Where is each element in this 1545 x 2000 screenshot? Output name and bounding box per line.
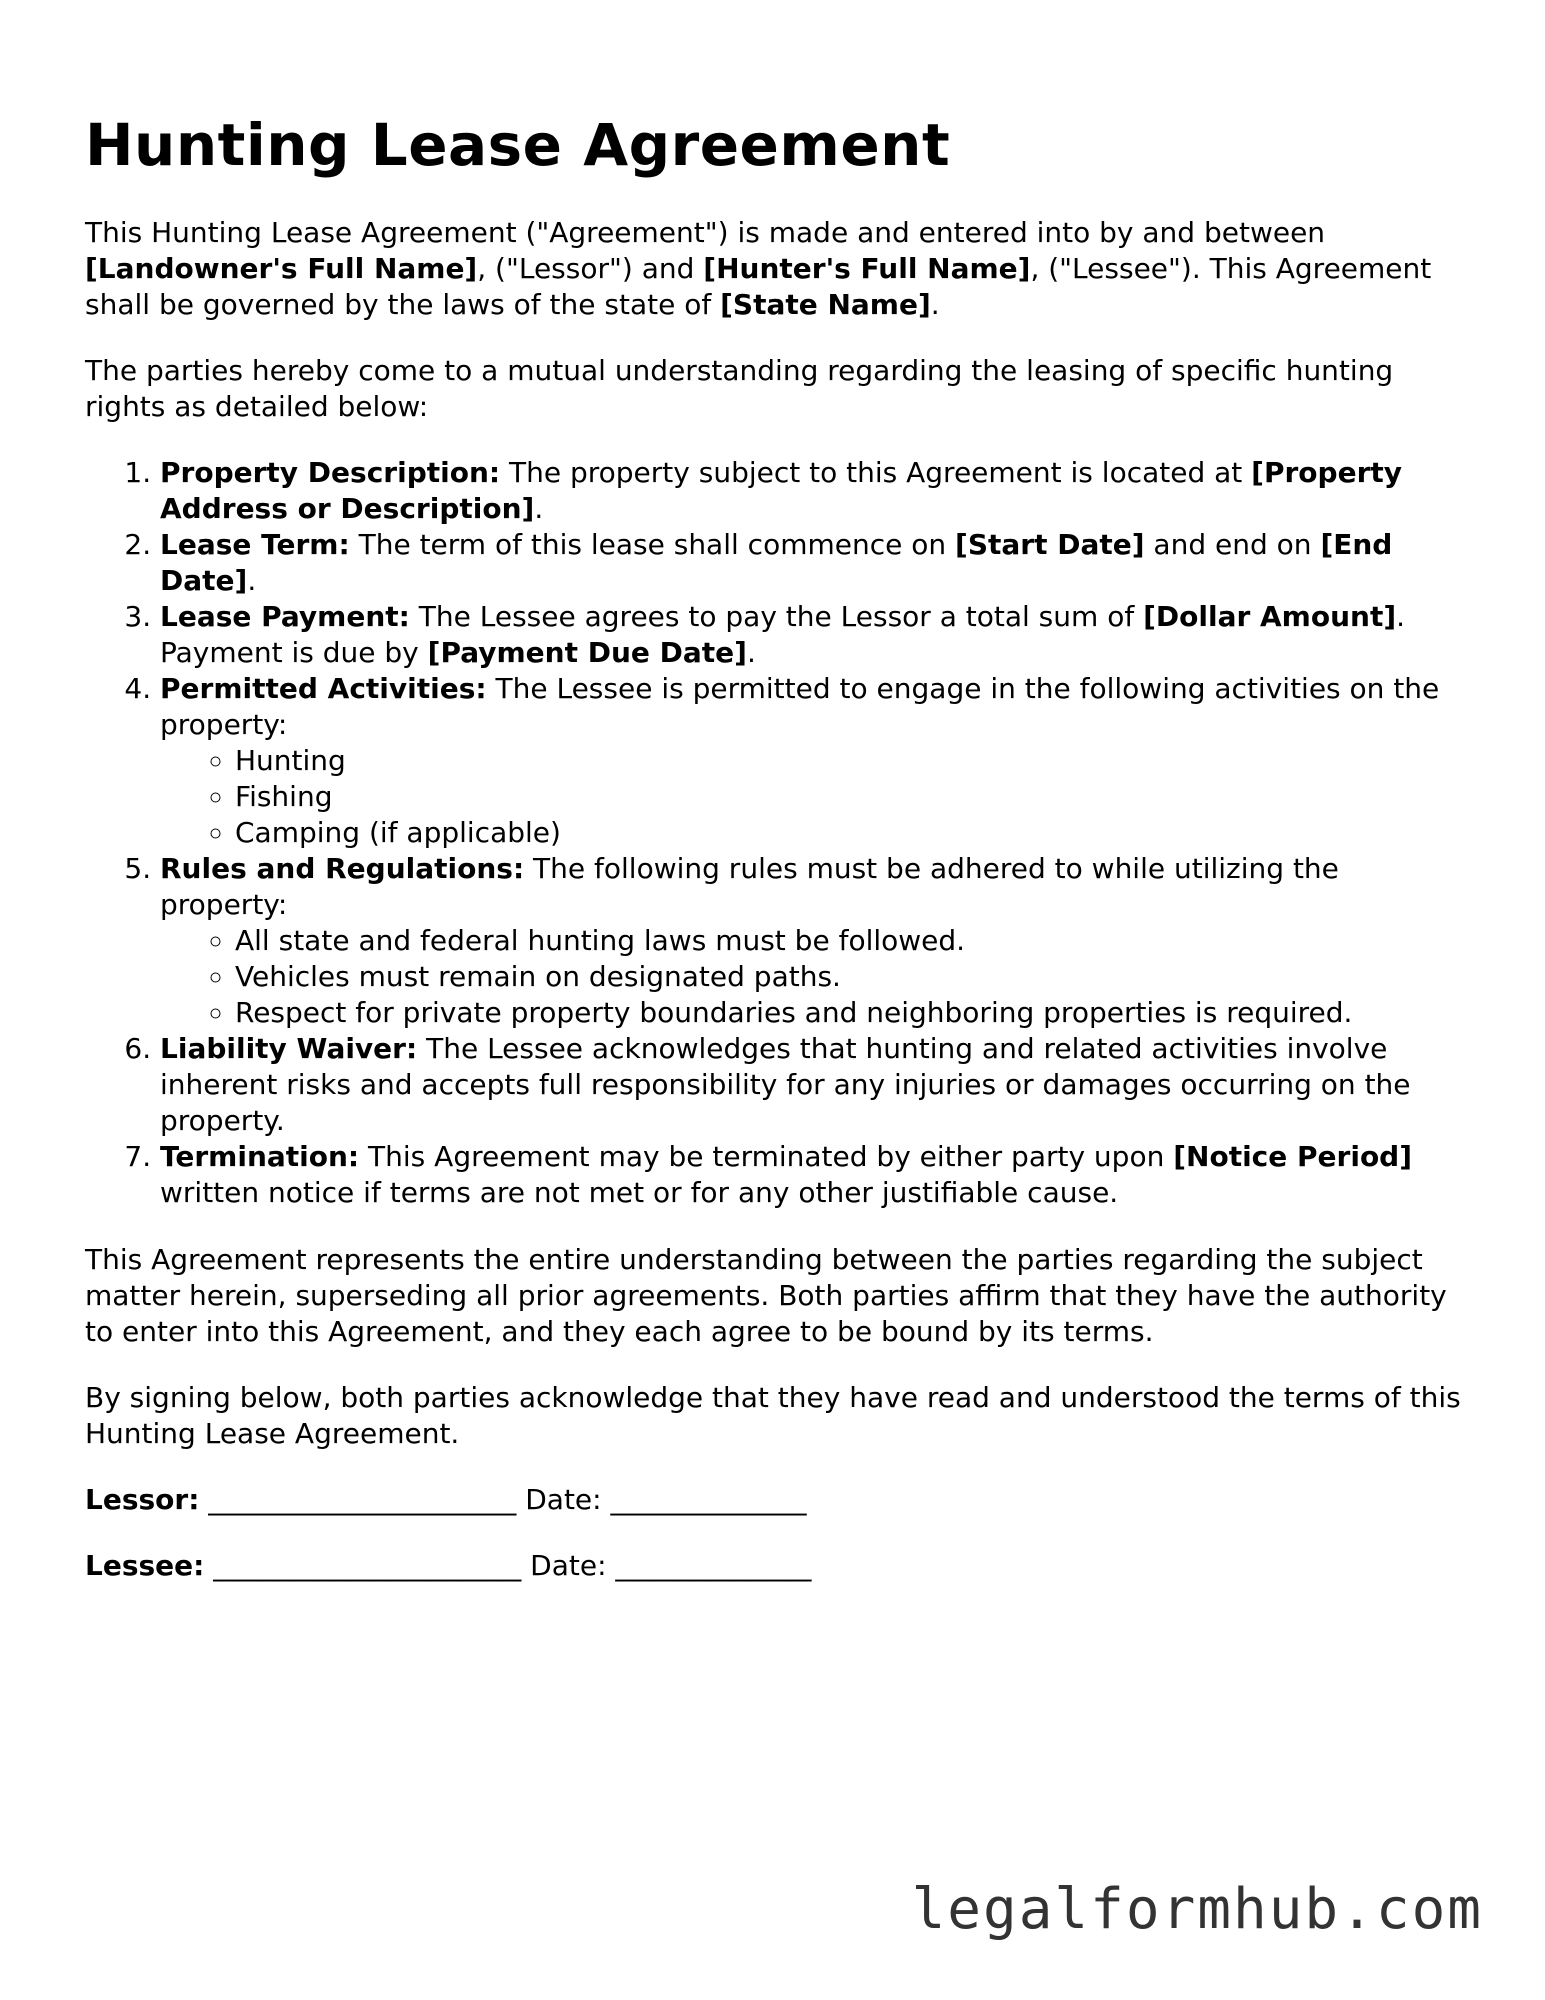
list-item: ◦ Hunting — [235, 743, 1465, 779]
term-rules-and-regulations: 5. Rules and Regulations: The following rules must be adhered to while utilizing the property: ◦ All state and federal hunting laws must be followed. ◦ Vehicles must remain on designated paths. ◦ Respect for private property boundaries and neighboring properties is required. — [160, 851, 1465, 1031]
site-watermark: legalformhub.com — [911, 1877, 1483, 1942]
lessor-date-field[interactable]: ______________ — [601, 1483, 807, 1516]
term-property-description: 1. Property Description: The property subject to this Agreement is located at [Property Address or Description]. — [160, 455, 1465, 527]
payment-due-date-placeholder: [Payment Due Date] — [427, 636, 747, 669]
list-item: ◦ Camping (if applicable) — [235, 815, 1465, 851]
list-item: ◦ All state and federal hunting laws must be followed. — [235, 923, 1465, 959]
parties-paragraph: The parties hereby come to a mutual understanding regarding the leasing of specific hunting rights as detailed below: — [85, 354, 1394, 423]
lessee-label: Lessee: — [85, 1549, 205, 1582]
end-date-placeholder: [End Date] — [160, 528, 1393, 597]
activities-list — [160, 743, 1465, 851]
list-item: ◦ Fishing — [235, 779, 1465, 815]
landowner-name-placeholder: [Landowner's Full Name] — [85, 252, 478, 285]
lessor-signature-line — [85, 1482, 1465, 1518]
term-liability-waiver: 6. Liability Waiver: The Lessee acknowledges that hunting and related activities involve inherent risks and accepts full responsibility for any injuries or damages occurring on the property. — [160, 1031, 1465, 1139]
closing-paragraph: This Agreement represents the entire understanding between the parties regarding the subject matter herein, superseding all prior agreements. Both parties affirm that they have the authority to enter into this Agreement, and they each agree to be bound by its terms. — [85, 1243, 1447, 1348]
signing-paragraph: By signing below, both parties acknowledge that they have read and understood the terms of this Hunting Lease Agreement. — [85, 1381, 1461, 1450]
lessee-date-field[interactable]: ______________ — [606, 1549, 812, 1582]
term-termination: 7. Termination: This Agreement may be terminated by either party upon [Notice Period] written notice if terms are not met or for any other justifiable cause. — [160, 1139, 1465, 1211]
lessor-label: Lessor: — [85, 1483, 200, 1516]
term-lease-term: 2. Lease Term: The term of this lease shall commence on [Start Date] and end on [End Date]. — [160, 527, 1465, 599]
hunter-name-placeholder: [Hunter's Full Name] — [703, 252, 1031, 285]
rules-list — [160, 923, 1465, 1031]
dollar-amount-placeholder: [Dollar Amount] — [1143, 600, 1397, 633]
property-address-placeholder: [Property Address or Description] — [160, 456, 1403, 525]
term-permitted-activities: 4. Permitted Activities: The Lessee is permitted to engage in the following activities on the property: ◦ Hunting ◦ Fishing ◦ Camping (if applicable) — [160, 671, 1465, 851]
list-item: ◦ Respect for private property boundaries and neighboring properties is required. — [235, 995, 1465, 1031]
page-title: Hunting Lease Agreement — [85, 111, 951, 179]
lessor-date-label: Date: — [525, 1483, 602, 1516]
start-date-placeholder: [Start Date] — [955, 528, 1145, 561]
lessor-signature-field[interactable]: ______________________ — [199, 1483, 526, 1516]
lessee-date-label: Date: — [530, 1549, 607, 1582]
list-item: ◦ Vehicles must remain on designated paths. — [235, 959, 1465, 995]
notice-period-placeholder: [Notice Period] — [1173, 1140, 1413, 1173]
term-lease-payment: 3. Lease Payment: The Lessee agrees to pay the Lessor a total sum of [Dollar Amount]. Payment is due by [Payment Due Date]. — [160, 599, 1465, 671]
intro-paragraph: This Hunting Lease Agreement ("Agreement") is made and entered into by and between [Landowner's Full Name], ("Lessor") and [Hunter's Full Name], ("Lessee"). This Agreement shall be governed by the laws of the state of [State Name]. — [85, 216, 1432, 321]
lessee-signature-field[interactable]: ______________________ — [204, 1549, 531, 1582]
lessee-signature-line — [85, 1548, 1465, 1584]
state-name-placeholder: [State Name] — [720, 288, 931, 321]
terms-list — [85, 455, 1465, 1211]
document-page — [85, 110, 1465, 1584]
